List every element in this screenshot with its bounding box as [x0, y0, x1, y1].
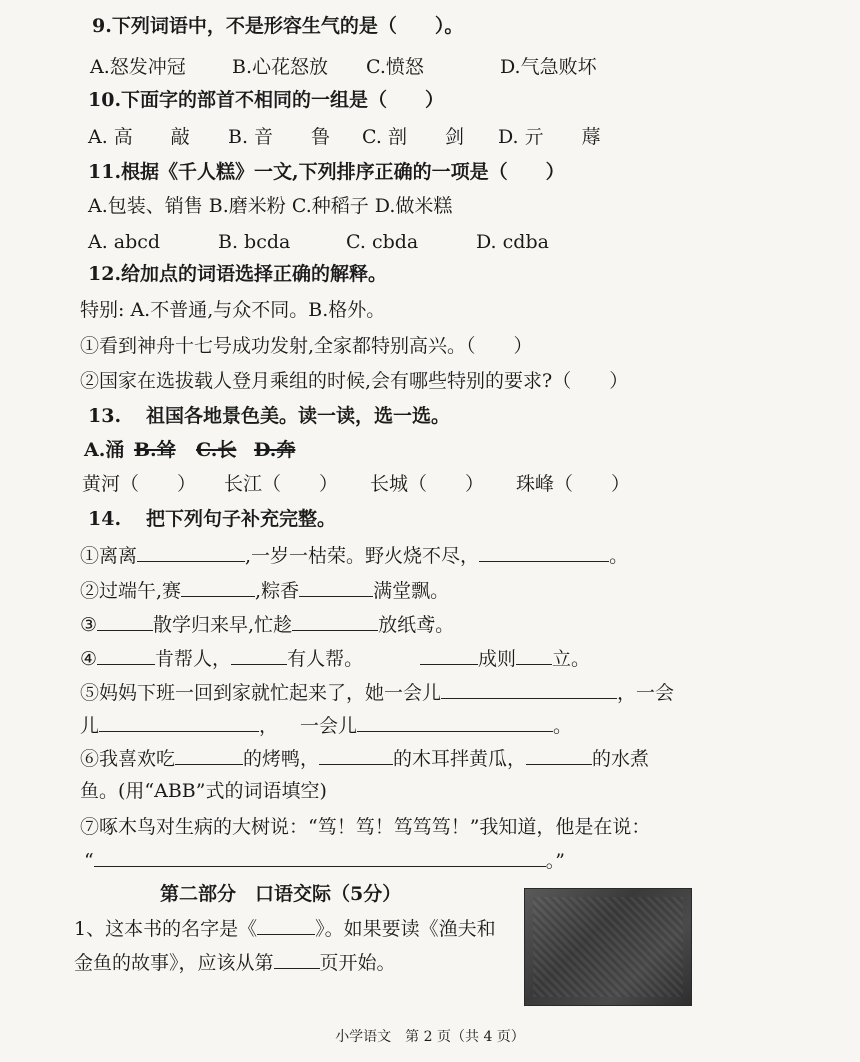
fill-blank[interactable] [516, 646, 552, 665]
q14-line-5-b: ，一会 [617, 682, 675, 704]
q9-option-a: A.怒发冲冠 [90, 56, 186, 78]
q14-line-4-right [420, 646, 590, 671]
q11-items: A.包装、销售 B.磨米粉 C.种稻子 D.做米糕 [88, 195, 453, 217]
q13-place-zhufeng: 珠峰（ ） [516, 473, 631, 495]
q12-sentence-2: ②国家在选拔载人登月乘组的时候,会有哪些特别的要求?（ ） [80, 370, 629, 392]
q10-option-b: B. 音 鲁 [228, 126, 331, 148]
q13-place-changjiang: 长江（ ） [224, 473, 339, 495]
fill-blank[interactable] [319, 746, 393, 765]
fill-blank[interactable] [292, 612, 378, 631]
fill-blank[interactable] [526, 746, 592, 765]
q10-stem: 10.下面字的部首不相同的一组是（ ） [88, 89, 445, 111]
q11-option-b: B. bcda [218, 231, 291, 253]
fill-blank[interactable] [257, 916, 315, 935]
q12-sentence-1: ①看到神舟十七号成功发射,全家都特别高兴。（ ） [80, 335, 533, 357]
q14-line-6-c: 的木耳拌黄瓜， [393, 748, 527, 770]
q14-line-5-d: ， [259, 715, 279, 737]
q14-line-4-d: 成则 [478, 648, 517, 670]
q11-option-a: A. abcd [88, 231, 161, 253]
q14-line-7: ⑦啄木鸟对生病的大树说：“笃！笃！笃笃笃！”我知道，他是在说： [80, 816, 651, 838]
q9-stem: 9.下列词语中，不是形容生气的是（ ）。 [92, 15, 464, 37]
q11-option-d: D. cdba [476, 231, 549, 253]
fill-blank[interactable] [181, 578, 255, 597]
fill-blank[interactable] [99, 713, 259, 732]
q13-place-huanghe: 黄河（ ） [82, 473, 197, 495]
q14-line-3 [80, 612, 454, 637]
q14-line-5-c: 儿 [80, 715, 100, 737]
part2-q1-line-1 [74, 916, 496, 941]
q14-line-6-d: 的水煮 [592, 748, 650, 770]
q14-line-2 [80, 578, 449, 603]
q13-option-c: C.长 [196, 439, 237, 461]
q14-line-4 [80, 646, 363, 671]
q14-line-3-c: 放纸鸢。 [378, 614, 455, 636]
page-footer: 小学语文 第 2 页（共 4 页） [335, 1029, 525, 1045]
q9-option-b: B.心花怒放 [232, 56, 329, 78]
q14-line-4-a: ④ [80, 648, 98, 670]
q10-option-d: D. 亓 蓐 [498, 126, 601, 148]
q14-line-2-b: ,粽香 [255, 580, 300, 602]
q14-line-2-a: ②过端午,赛 [80, 580, 182, 602]
q14-line-3-b: 散学归来早,忙趁 [153, 614, 293, 636]
book-cover-photo [524, 888, 692, 1006]
q13-option-d: D.奔 [254, 439, 296, 461]
q10-option-a: A. 高 敲 [88, 126, 190, 148]
part2-q1-a: 1、这本书的名字是《 [74, 918, 258, 940]
q14-line-5-f: 。 [553, 715, 573, 737]
q11-option-c: C. cbda [346, 231, 419, 253]
fill-blank[interactable] [97, 646, 155, 665]
fill-blank[interactable] [175, 746, 243, 765]
q14-line-4-e: 立。 [552, 648, 591, 670]
q14-line-8-a: “ [84, 850, 94, 872]
q14-line-6-cont: 鱼。(用“ABB”式的词语填空) [80, 780, 327, 802]
q14-line-5-right [300, 713, 572, 738]
q14-number: 14. [88, 508, 122, 530]
q14-line-5-e: 一会儿 [300, 715, 358, 737]
q14-line-1-a: ①离离 [80, 545, 138, 567]
part2-title: 第二部分 口语交际（5分） [160, 883, 402, 905]
q12-stem: 12.给加点的词语选择正确的解释。 [88, 263, 388, 285]
q14-line-4-b: 肯帮人， [155, 648, 232, 670]
fill-blank[interactable] [357, 713, 553, 732]
q14-line-5 [80, 680, 674, 705]
q13-number: 13. [88, 405, 122, 427]
q14-line-6-b: 的烤鸭， [243, 748, 320, 770]
part2-q1-c: 金鱼的故事》，应该从第 [74, 952, 274, 974]
q14-line-5-a: ⑤妈妈下班一回到家就忙起来了，她一会儿 [80, 682, 442, 704]
q14-line-1-c: 。 [609, 545, 629, 567]
fill-blank[interactable] [420, 646, 478, 665]
q13-option-b: B.耸 [134, 439, 176, 461]
q14-line-1-b: ,一岁一枯荣。野火烧不尽， [245, 545, 480, 567]
q13-stem: 祖国各地景色美。读一读，选一选。 [146, 405, 451, 427]
fill-blank[interactable] [479, 543, 609, 562]
fill-blank[interactable] [441, 680, 617, 699]
q14-line-2-c: 满堂飘。 [373, 580, 450, 602]
q14-line-8-b: 。” [545, 850, 565, 872]
q14-line-5-cont [80, 713, 278, 738]
q12-definition: 特别: A.不普通,与众不同。B.格外。 [80, 299, 386, 321]
part2-q1-d: 页开始。 [319, 952, 396, 974]
fill-blank[interactable] [137, 543, 245, 562]
q14-line-1 [80, 543, 628, 568]
fill-blank[interactable] [274, 950, 320, 969]
q13-option-a: A.涌 [84, 439, 125, 461]
q11-stem: 11.根据《千人糕》一文,下列排序正确的一项是（ ） [88, 161, 565, 183]
part2-q1-b: 》。如果要读《渔夫和 [315, 918, 496, 940]
q13-place-changcheng: 长城（ ） [370, 473, 485, 495]
q14-stem: 把下列句子补充完整。 [146, 508, 337, 530]
q10-option-c: C. 剖 剑 [362, 126, 464, 148]
part2-q1-line-2 [74, 950, 396, 975]
q14-line-3-a: ③ [80, 614, 98, 636]
fill-blank[interactable] [231, 646, 287, 665]
q9-option-d: D.气急败坏 [500, 56, 597, 78]
fill-blank[interactable] [97, 612, 153, 631]
q9-option-c: C.愤怒 [366, 56, 424, 78]
q14-line-6 [80, 746, 649, 771]
q14-line-6-a: ⑥我喜欢吃 [80, 748, 176, 770]
q14-line-4-c: 有人帮。 [287, 648, 364, 670]
q14-line-8 [84, 848, 565, 873]
fill-blank[interactable] [299, 578, 373, 597]
fill-blank[interactable] [94, 848, 546, 867]
